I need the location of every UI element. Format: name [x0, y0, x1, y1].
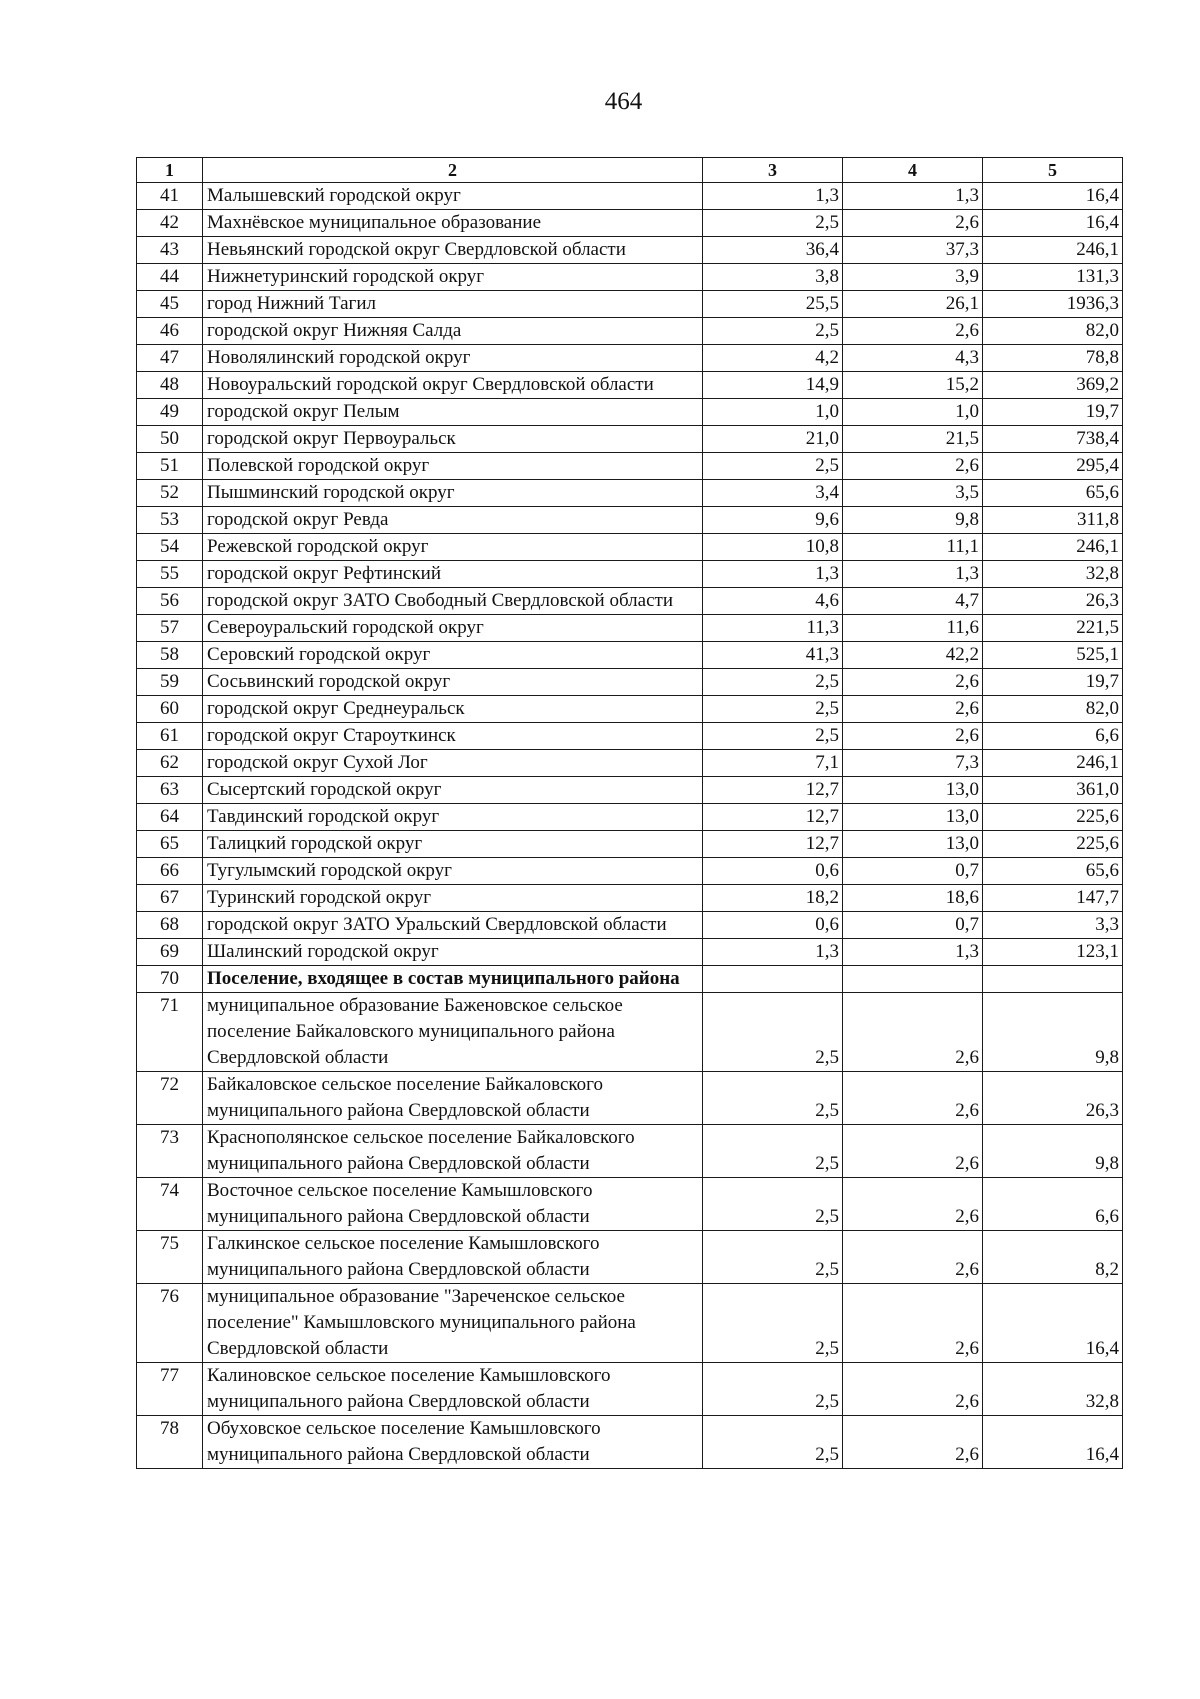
data-table: [136, 157, 1123, 1469]
row-number: 68: [137, 912, 203, 939]
value-col-3: 36,4: [703, 237, 843, 264]
table-row: [137, 1125, 1123, 1178]
table-row: [137, 534, 1123, 561]
header-cell-5: 5: [983, 158, 1123, 183]
table-row: [137, 642, 1123, 669]
municipality-name: Североуральский городской округ: [203, 615, 703, 642]
value-col-3: 7,1: [703, 750, 843, 777]
row-number: 76: [137, 1284, 203, 1363]
value-col-4: 18,6: [843, 885, 983, 912]
value-col-5: 6,6: [983, 723, 1123, 750]
table-row: [137, 507, 1123, 534]
table-row: [137, 1416, 1123, 1469]
municipality-name: муниципальное образование "Зареченское сельское поселение" Камышловского муниципального района Свердловской области: [203, 1284, 703, 1363]
row-number: 71: [137, 993, 203, 1072]
value-col-4: 21,5: [843, 426, 983, 453]
value-col-5: 225,6: [983, 804, 1123, 831]
municipality-name: Краснополянское сельское поселение Байкаловского муниципального района Свердловской области: [203, 1125, 703, 1178]
value-col-5: 19,7: [983, 669, 1123, 696]
value-col-3: 2,5: [703, 1284, 843, 1363]
value-col-4: 13,0: [843, 804, 983, 831]
header-cell-4: 4: [843, 158, 983, 183]
row-number: 53: [137, 507, 203, 534]
value-col-3: 25,5: [703, 291, 843, 318]
table-row: [137, 1231, 1123, 1284]
value-col-5: 295,4: [983, 453, 1123, 480]
value-col-5: 82,0: [983, 318, 1123, 345]
table-row: [137, 993, 1123, 1072]
value-col-3: 3,4: [703, 480, 843, 507]
row-number: 60: [137, 696, 203, 723]
table-row: [137, 723, 1123, 750]
value-col-4: 1,3: [843, 939, 983, 966]
municipality-name: Сысертский городской округ: [203, 777, 703, 804]
row-number: 43: [137, 237, 203, 264]
value-col-5: 311,8: [983, 507, 1123, 534]
header-cell-2: 2: [203, 158, 703, 183]
data-table-container: [136, 157, 1123, 1469]
value-col-3: 0,6: [703, 912, 843, 939]
table-row: [137, 480, 1123, 507]
municipality-name: Тугулымский городской округ: [203, 858, 703, 885]
value-col-3: 21,0: [703, 426, 843, 453]
value-col-3: 1,3: [703, 939, 843, 966]
row-number: 56: [137, 588, 203, 615]
value-col-4: 4,7: [843, 588, 983, 615]
value-col-4: 11,6: [843, 615, 983, 642]
value-col-5: 26,3: [983, 1072, 1123, 1125]
value-col-5: 1936,3: [983, 291, 1123, 318]
municipality-name: Новоуральский городской округ Свердловской области: [203, 372, 703, 399]
table-row: [137, 1072, 1123, 1125]
table-row: [137, 1178, 1123, 1231]
row-number: 65: [137, 831, 203, 858]
table-row: [137, 831, 1123, 858]
table-row: [137, 453, 1123, 480]
municipality-name: Шалинский городской округ: [203, 939, 703, 966]
table-row: [137, 264, 1123, 291]
municipality-name: городской округ Первоуральск: [203, 426, 703, 453]
table-row: [137, 777, 1123, 804]
municipality-name: Новолялинский городской округ: [203, 345, 703, 372]
value-col-3: 12,7: [703, 804, 843, 831]
table-row: [137, 372, 1123, 399]
value-col-4: 1,3: [843, 183, 983, 210]
value-col-5: 9,8: [983, 1125, 1123, 1178]
table-row: [137, 885, 1123, 912]
value-col-3: 18,2: [703, 885, 843, 912]
municipality-name: Режевской городской округ: [203, 534, 703, 561]
value-col-3: 12,7: [703, 777, 843, 804]
value-col-4: 2,6: [843, 993, 983, 1072]
row-number: 75: [137, 1231, 203, 1284]
header-cell-1: 1: [137, 158, 203, 183]
table-row: [137, 939, 1123, 966]
row-number: 66: [137, 858, 203, 885]
value-col-5: 6,6: [983, 1178, 1123, 1231]
value-col-3: 12,7: [703, 831, 843, 858]
table-row: [137, 345, 1123, 372]
municipality-name: муниципальное образование Баженовское сельское поселение Байкаловского муниципального района Свердловской области: [203, 993, 703, 1072]
value-col-4: 42,2: [843, 642, 983, 669]
municipality-name: городской округ Староуткинск: [203, 723, 703, 750]
row-number: 69: [137, 939, 203, 966]
row-number: 42: [137, 210, 203, 237]
value-col-5: 16,4: [983, 210, 1123, 237]
value-col-5: [983, 966, 1123, 993]
table-row: [137, 318, 1123, 345]
table-header: [137, 158, 1123, 183]
value-col-4: 4,3: [843, 345, 983, 372]
row-number: 50: [137, 426, 203, 453]
row-number: 55: [137, 561, 203, 588]
value-col-3: 2,5: [703, 1072, 843, 1125]
municipality-name: городской округ ЗАТО Свободный Свердловской области: [203, 588, 703, 615]
value-col-5: 147,7: [983, 885, 1123, 912]
value-col-5: 246,1: [983, 750, 1123, 777]
value-col-5: 738,4: [983, 426, 1123, 453]
value-col-3: 2,5: [703, 669, 843, 696]
value-col-4: 2,6: [843, 1363, 983, 1416]
value-col-3: 2,5: [703, 453, 843, 480]
row-number: 67: [137, 885, 203, 912]
row-number: 54: [137, 534, 203, 561]
municipality-name: Восточное сельское поселение Камышловского муниципального района Свердловской области: [203, 1178, 703, 1231]
value-col-4: 13,0: [843, 831, 983, 858]
row-number: 74: [137, 1178, 203, 1231]
value-col-4: 0,7: [843, 912, 983, 939]
value-col-4: 2,6: [843, 210, 983, 237]
value-col-5: 19,7: [983, 399, 1123, 426]
value-col-5: 246,1: [983, 534, 1123, 561]
value-col-5: 65,6: [983, 858, 1123, 885]
value-col-5: 32,8: [983, 561, 1123, 588]
row-number: 58: [137, 642, 203, 669]
value-col-3: 4,6: [703, 588, 843, 615]
row-number: 72: [137, 1072, 203, 1125]
municipality-name: Галкинское сельское поселение Камышловского муниципального района Свердловской области: [203, 1231, 703, 1284]
value-col-3: 10,8: [703, 534, 843, 561]
value-col-4: 2,6: [843, 1178, 983, 1231]
value-col-5: 221,5: [983, 615, 1123, 642]
value-col-4: 2,6: [843, 1284, 983, 1363]
table-row: [137, 750, 1123, 777]
municipality-name: Тавдинский городской округ: [203, 804, 703, 831]
table-row: [137, 237, 1123, 264]
municipality-name: городской округ Нижняя Салда: [203, 318, 703, 345]
value-col-4: 2,6: [843, 696, 983, 723]
municipality-name: городской округ ЗАТО Уральский Свердловской области: [203, 912, 703, 939]
value-col-3: 2,5: [703, 1416, 843, 1469]
row-number: 52: [137, 480, 203, 507]
value-col-3: 2,5: [703, 1363, 843, 1416]
value-col-5: 65,6: [983, 480, 1123, 507]
value-col-4: [843, 966, 983, 993]
municipality-name: Сосьвинский городской округ: [203, 669, 703, 696]
row-number: 51: [137, 453, 203, 480]
table-row: [137, 966, 1123, 993]
value-col-3: 2,5: [703, 1125, 843, 1178]
value-col-3: 2,5: [703, 696, 843, 723]
value-col-3: 1,3: [703, 561, 843, 588]
value-col-3: 14,9: [703, 372, 843, 399]
table-row: [137, 669, 1123, 696]
header-cell-3: 3: [703, 158, 843, 183]
row-number: 49: [137, 399, 203, 426]
value-col-4: 2,6: [843, 669, 983, 696]
row-number: 44: [137, 264, 203, 291]
table-row: [137, 1363, 1123, 1416]
value-col-4: 2,6: [843, 1125, 983, 1178]
row-number: 78: [137, 1416, 203, 1469]
row-number: 48: [137, 372, 203, 399]
row-number: 57: [137, 615, 203, 642]
table-row: [137, 183, 1123, 210]
value-col-4: 2,6: [843, 1231, 983, 1284]
value-col-5: 525,1: [983, 642, 1123, 669]
value-col-4: 9,8: [843, 507, 983, 534]
table-row: [137, 804, 1123, 831]
value-col-3: 41,3: [703, 642, 843, 669]
row-number: 46: [137, 318, 203, 345]
value-col-3: 2,5: [703, 210, 843, 237]
value-col-4: 1,3: [843, 561, 983, 588]
value-col-5: 225,6: [983, 831, 1123, 858]
value-col-5: 369,2: [983, 372, 1123, 399]
value-col-4: 2,6: [843, 1416, 983, 1469]
municipality-name: Малышевский городской округ: [203, 183, 703, 210]
table-row: [137, 912, 1123, 939]
municipality-name: городской округ Ревда: [203, 507, 703, 534]
value-col-5: 16,4: [983, 1416, 1123, 1469]
value-col-4: 2,6: [843, 1072, 983, 1125]
value-col-3: 0,6: [703, 858, 843, 885]
value-col-5: 16,4: [983, 1284, 1123, 1363]
value-col-3: 2,5: [703, 1178, 843, 1231]
table-row: [137, 399, 1123, 426]
value-col-3: 11,3: [703, 615, 843, 642]
value-col-4: 2,6: [843, 318, 983, 345]
value-col-3: 9,6: [703, 507, 843, 534]
value-col-3: 2,5: [703, 723, 843, 750]
value-col-4: 15,2: [843, 372, 983, 399]
value-col-5: 32,8: [983, 1363, 1123, 1416]
value-col-5: 123,1: [983, 939, 1123, 966]
value-col-5: 131,3: [983, 264, 1123, 291]
row-number: 63: [137, 777, 203, 804]
value-col-4: 2,6: [843, 453, 983, 480]
municipality-name: городской округ Сухой Лог: [203, 750, 703, 777]
value-col-4: 26,1: [843, 291, 983, 318]
value-col-5: 8,2: [983, 1231, 1123, 1284]
value-col-3: 1,3: [703, 183, 843, 210]
value-col-4: 2,6: [843, 723, 983, 750]
row-number: 70: [137, 966, 203, 993]
value-col-4: 11,1: [843, 534, 983, 561]
value-col-5: 246,1: [983, 237, 1123, 264]
value-col-4: 1,0: [843, 399, 983, 426]
value-col-5: 9,8: [983, 993, 1123, 1072]
municipality-name: Невьянский городской округ Свердловской области: [203, 237, 703, 264]
table-row: [137, 291, 1123, 318]
value-col-5: 3,3: [983, 912, 1123, 939]
value-col-5: 361,0: [983, 777, 1123, 804]
municipality-name: Талицкий городской округ: [203, 831, 703, 858]
value-col-3: 1,0: [703, 399, 843, 426]
row-number: 77: [137, 1363, 203, 1416]
municipality-name: Полевской городской округ: [203, 453, 703, 480]
municipality-name: Поселение, входящее в состав муниципального района: [203, 966, 703, 993]
value-col-5: 82,0: [983, 696, 1123, 723]
municipality-name: городской округ Пелым: [203, 399, 703, 426]
municipality-name: Махнёвское муниципальное образование: [203, 210, 703, 237]
row-number: 41: [137, 183, 203, 210]
municipality-name: Пышминский городской округ: [203, 480, 703, 507]
municipality-name: Нижнетуринский городской округ: [203, 264, 703, 291]
value-col-4: 3,9: [843, 264, 983, 291]
municipality-name: Серовский городской округ: [203, 642, 703, 669]
municipality-name: Калиновское сельское поселение Камышловского муниципального района Свердловской области: [203, 1363, 703, 1416]
value-col-4: 7,3: [843, 750, 983, 777]
value-col-5: 26,3: [983, 588, 1123, 615]
row-number: 47: [137, 345, 203, 372]
value-col-4: 3,5: [843, 480, 983, 507]
municipality-name: Туринский городской округ: [203, 885, 703, 912]
table-row: [137, 426, 1123, 453]
municipality-name: городской округ Рефтинский: [203, 561, 703, 588]
value-col-3: 2,5: [703, 993, 843, 1072]
table-row: [137, 615, 1123, 642]
municipality-name: Байкаловское сельское поселение Байкаловского муниципального района Свердловской области: [203, 1072, 703, 1125]
value-col-3: 2,5: [703, 1231, 843, 1284]
table-row: [137, 561, 1123, 588]
table-row: [137, 858, 1123, 885]
table-row: [137, 1284, 1123, 1363]
page-number: 464: [604, 88, 643, 115]
value-col-3: 4,2: [703, 345, 843, 372]
table-row: [137, 588, 1123, 615]
row-number: 73: [137, 1125, 203, 1178]
header-row: [137, 158, 1123, 183]
table-body: [137, 183, 1123, 1469]
row-number: 61: [137, 723, 203, 750]
row-number: 45: [137, 291, 203, 318]
row-number: 59: [137, 669, 203, 696]
row-number: 64: [137, 804, 203, 831]
row-number: 62: [137, 750, 203, 777]
municipality-name: Обуховское сельское поселение Камышловского муниципального района Свердловской области: [203, 1416, 703, 1469]
value-col-5: 16,4: [983, 183, 1123, 210]
value-col-4: 13,0: [843, 777, 983, 804]
value-col-3: 2,5: [703, 318, 843, 345]
municipality-name: город Нижний Тагил: [203, 291, 703, 318]
value-col-5: 78,8: [983, 345, 1123, 372]
value-col-4: 0,7: [843, 858, 983, 885]
table-row: [137, 696, 1123, 723]
value-col-3: 3,8: [703, 264, 843, 291]
value-col-3: [703, 966, 843, 993]
table-row: [137, 210, 1123, 237]
municipality-name: городской округ Среднеуральск: [203, 696, 703, 723]
value-col-4: 37,3: [843, 237, 983, 264]
